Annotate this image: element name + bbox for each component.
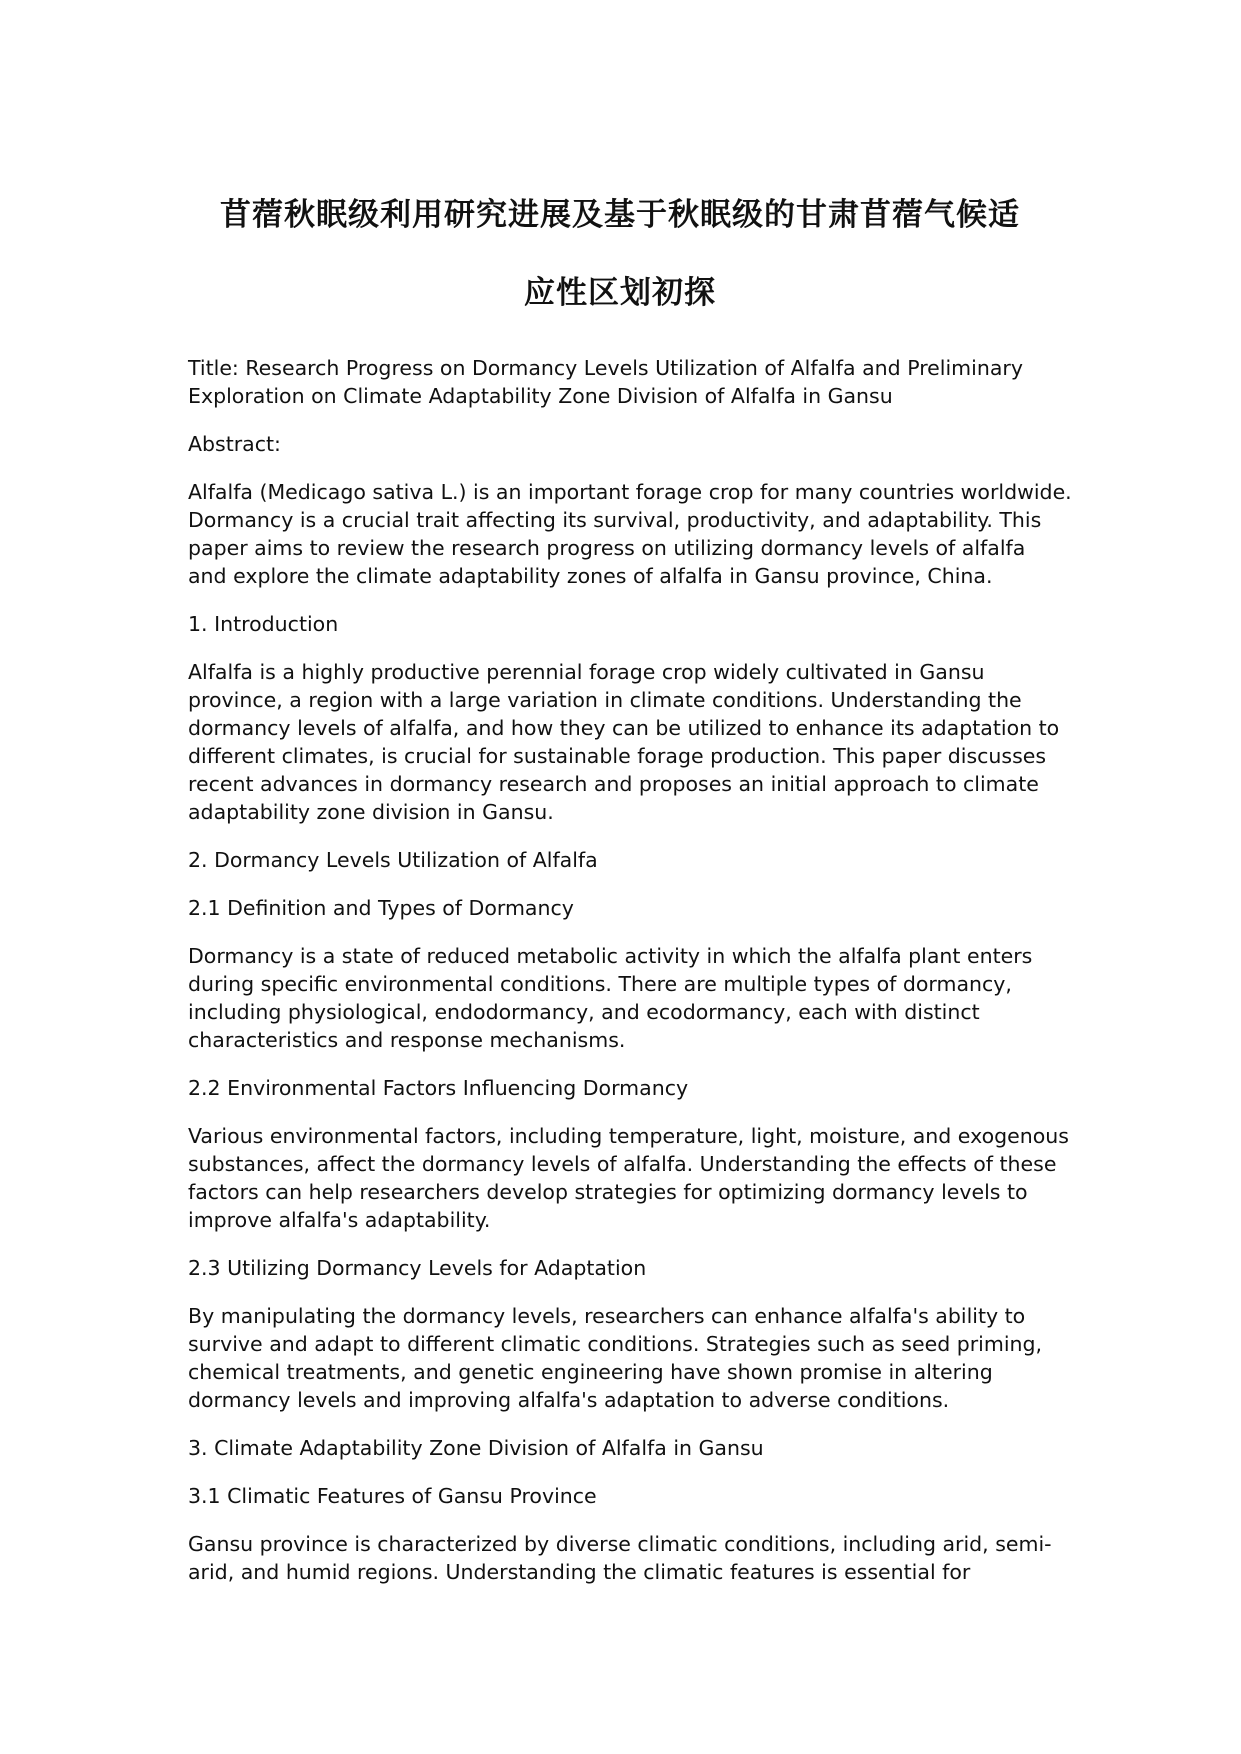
text-line: dormancy levels and improving alfalfa's adaptation to adverse conditions.	[188, 1388, 950, 1412]
text-line: 3. Climate Adaptability Zone Division of Alfalfa in Gansu	[188, 1436, 764, 1460]
text-line: 2. Dormancy Levels Utilization of Alfalfa	[188, 848, 598, 872]
text-line: province, a region with a large variation in climate conditions. Understanding the	[188, 688, 1022, 712]
chinese-title	[120, 176, 1120, 332]
text-line: arid, and humid regions. Understanding the climatic features is essential for	[188, 1560, 971, 1584]
chinese-title-line-2: 应性区划初探	[524, 275, 716, 311]
text-line: factors can help researchers develop strategies for optimizing dormancy levels to	[188, 1180, 1028, 1204]
section-3-heading	[188, 1434, 1088, 1462]
text-line: Exploration on Climate Adaptability Zone Division of Alfalfa in Gansu	[188, 384, 893, 408]
text-line: Alfalfa is a highly productive perennial forage crop widely cultivated in Gansu	[188, 660, 985, 684]
text-line: 2.3 Utilizing Dormancy Levels for Adaptation	[188, 1256, 647, 1280]
text-line: adaptability zone division in Gansu.	[188, 800, 554, 824]
text-line: paper aims to review the research progress on utilizing dormancy levels of alfalfa	[188, 536, 1026, 560]
section-3-1-text	[188, 1530, 1088, 1586]
text-line: during specific environmental conditions. There are multiple types of dormancy,	[188, 972, 1012, 996]
text-line: 3.1 Climatic Features of Gansu Province	[188, 1484, 597, 1508]
text-line: Various environmental factors, including temperature, light, moisture, and exogenous	[188, 1124, 1069, 1148]
text-line: substances, affect the dormancy levels of alfalfa. Understanding the effects of these	[188, 1152, 1057, 1176]
text-line: Dormancy is a crucial trait affecting its survival, productivity, and adaptability. This	[188, 508, 1042, 532]
section-2-2-text	[188, 1122, 1088, 1234]
text-line: characteristics and response mechanisms.	[188, 1028, 626, 1052]
text-line: Abstract:	[188, 432, 281, 456]
text-line: different climates, is crucial for sustainable forage production. This paper discusses	[188, 744, 1047, 768]
text-line: Gansu province is characterized by diverse climatic conditions, including arid, semi-	[188, 1532, 1052, 1556]
section-3-1-heading	[188, 1482, 1088, 1510]
section-2-3-heading	[188, 1254, 1088, 1282]
section-2-1-heading	[188, 894, 1088, 922]
text-line: Title: Research Progress on Dormancy Levels Utilization of Alfalfa and Preliminary	[188, 356, 1023, 380]
text-line: survive and adapt to different climatic conditions. Strategies such as seed priming,	[188, 1332, 1043, 1356]
text-line: 2.2 Environmental Factors Influencing Dormancy	[188, 1076, 689, 1100]
document-body	[188, 354, 1088, 1606]
text-line: chemical treatments, and genetic engineering have shown promise in altering	[188, 1360, 993, 1384]
section-2-1-text	[188, 942, 1088, 1054]
text-line: recent advances in dormancy research and proposes an initial approach to climate	[188, 772, 1039, 796]
text-line: including physiological, endodormancy, and ecodormancy, each with distinct	[188, 1000, 980, 1024]
section-2-3-text	[188, 1302, 1088, 1414]
english-title	[188, 354, 1088, 410]
abstract-text	[188, 478, 1088, 590]
text-line: 1. Introduction	[188, 612, 339, 636]
text-line: Alfalfa (Medicago sativa L.) is an important forage crop for many countries worldwide.	[188, 480, 1072, 504]
section-1-heading	[188, 610, 1088, 638]
text-line: and explore the climate adaptability zones of alfalfa in Gansu province, China.	[188, 564, 993, 588]
abstract-heading	[188, 430, 1088, 458]
text-line: improve alfalfa's adaptability.	[188, 1208, 491, 1232]
chinese-title-line-1: 苜蓿秋眠级利用研究进展及基于秋眠级的甘肃苜蓿气候适	[220, 197, 1020, 233]
text-line: dormancy levels of alfalfa, and how they can be utilized to enhance its adaptation to	[188, 716, 1060, 740]
text-line: Dormancy is a state of reduced metabolic activity in which the alfalfa plant enters	[188, 944, 1033, 968]
section-2-heading	[188, 846, 1088, 874]
section-2-2-heading	[188, 1074, 1088, 1102]
text-line: 2.1 Definition and Types of Dormancy	[188, 896, 574, 920]
text-line: By manipulating the dormancy levels, researchers can enhance alfalfa's ability to	[188, 1304, 1026, 1328]
section-1-text	[188, 658, 1088, 826]
